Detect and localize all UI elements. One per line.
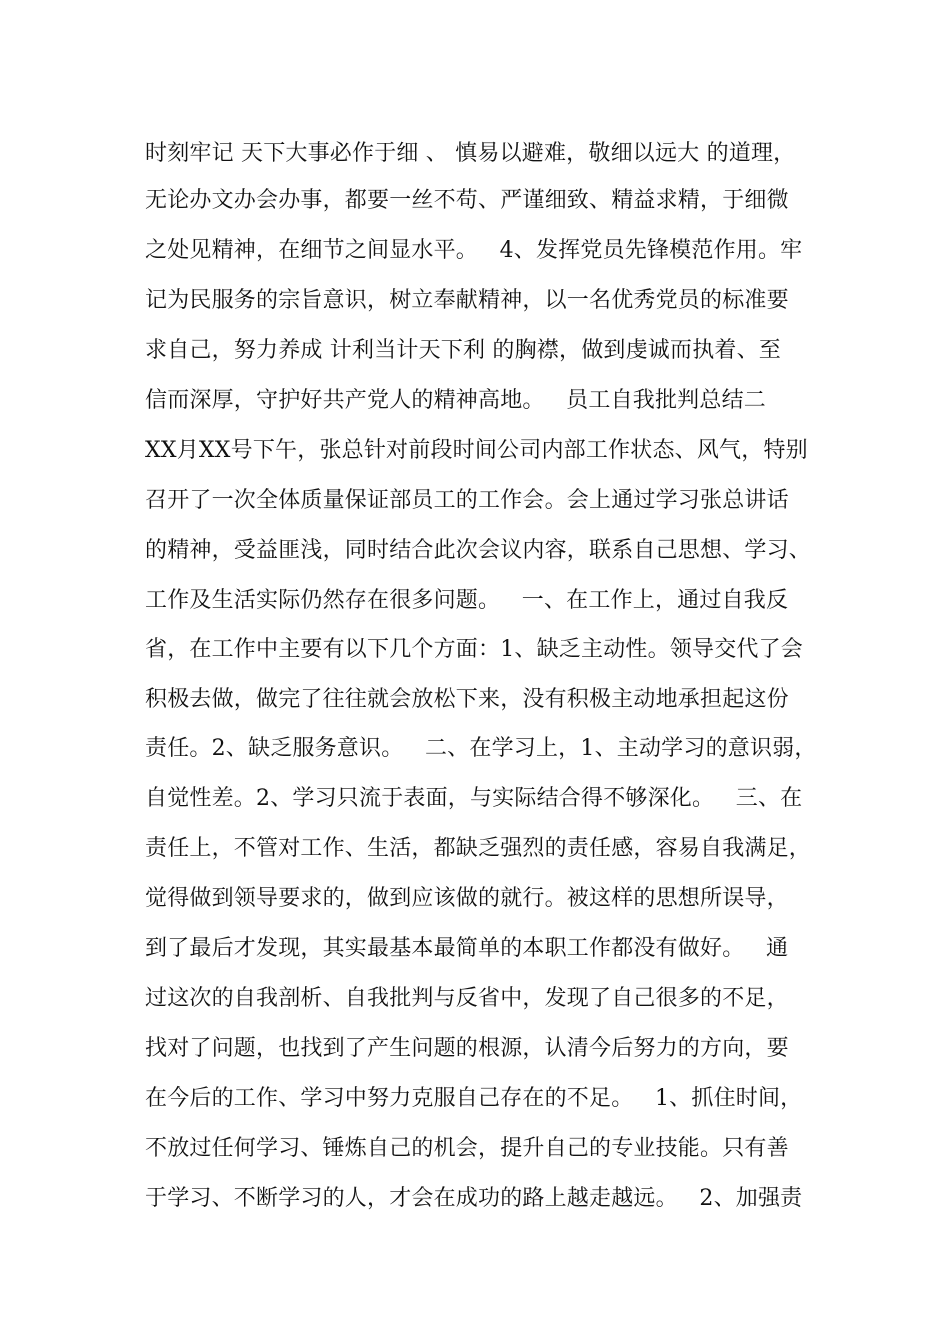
text-line: 求自己，努力养成 计利当计天下利 的胸襟，做到虔诚而执着、至: [145, 338, 781, 363]
text-line: 找对了问题，也找到了产生问题的根源，认清今后努力的方向，要: [145, 1036, 789, 1061]
text-line: 责任上，不管对工作、生活，都缺乏强烈的责任感，容易自我满足，: [145, 836, 812, 861]
text-line: 省，在工作中主要有以下几个方面：1、缺乏主动性。领导交代了会: [145, 637, 803, 662]
text-line: 信而深厚，守护好共产党人的精神高地。 员工自我批判总结二: [145, 388, 766, 413]
text-line: 觉得做到领导要求的，做到应该做的就行。被这样的思想所误导，: [145, 886, 789, 911]
text-line: 之处见精神，在细节之间显水平。 4、发挥党员先锋模范作用。牢: [145, 238, 803, 263]
text-line: 过这次的自我剖析、自我批判与反省中，发现了自己很多的不足，: [145, 986, 789, 1011]
text-line: 召开了一次全体质量保证部员工的工作会。会上通过学习张总讲话: [145, 488, 789, 513]
text-line: 在今后的工作、学习中努力克服自己存在的不足。 1、抓住时间，: [145, 1086, 803, 1111]
text-line: 于学习、不断学习的人，才会在成功的路上越走越远。 2、加强责: [145, 1186, 803, 1211]
text-line: 记为民服务的宗旨意识，树立奉献精神，以一名优秀党员的标准要: [145, 288, 789, 313]
text-line: 无论办文办会办事，都要一丝不苟、严谨细致、精益求精，于细微: [145, 188, 789, 213]
text-line: 不放过任何学习、锤炼自己的机会，提升自己的专业技能。只有善: [145, 1136, 789, 1161]
text-line: 积极去做，做完了往往就会放松下来，没有积极主动地承担起这份: [145, 687, 789, 712]
text-line: 的精神，受益匪浅，同时结合此次会议内容，联系自己思想、学习、: [145, 538, 812, 563]
text-line: 工作及生活实际仍然存在很多问题。 一、在工作上，通过自我反: [145, 588, 789, 613]
text-line: 责任。2、缺乏服务意识。 二、在学习上，1、主动学习的意识弱，: [145, 736, 817, 761]
text-line: XX月XX号下午，张总针对前段时间公司内部工作状态、风气，特别: [145, 438, 808, 463]
text-line: 自觉性差。2、学习只流于表面，与实际结合得不够深化。 三、在: [145, 786, 803, 811]
text-line: 到了最后才发现，其实最基本最简单的本职工作都没有做好。 通: [145, 936, 789, 961]
text-line: 时刻牢记 天下大事必作于细 、 慎易以避难，敬细以远大 的道理，: [145, 141, 796, 166]
